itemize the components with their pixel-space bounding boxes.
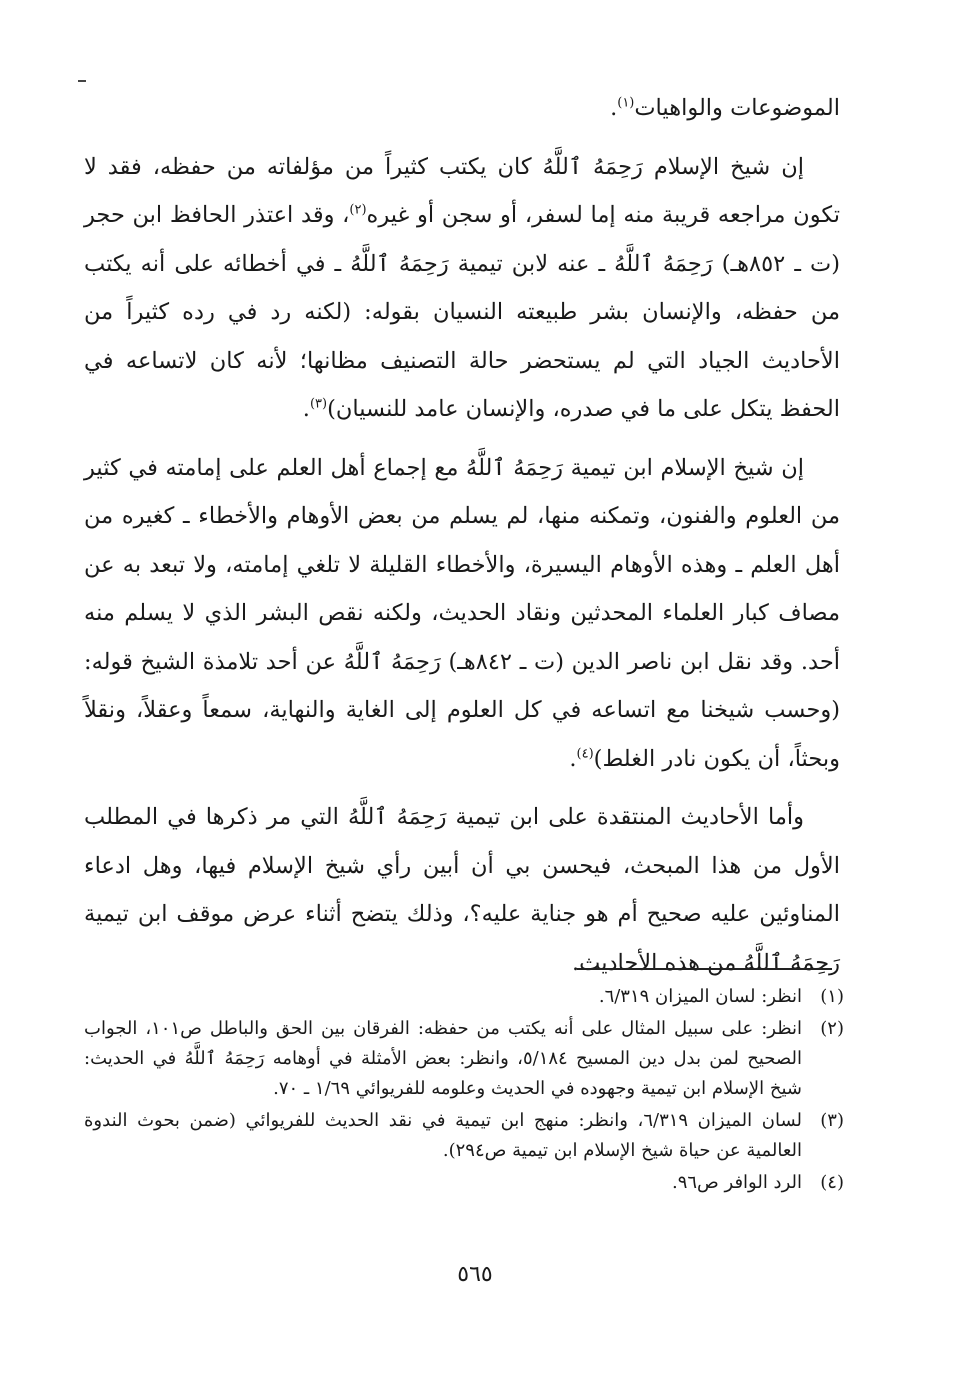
paragraph-3-end: . bbox=[569, 745, 577, 772]
footnote-separator bbox=[577, 968, 832, 970]
footnote-4 bbox=[84, 1168, 844, 1198]
paragraph-3-text: إن شيخ الإسلام ابن تيمية رَحِمَهُ ٱللَّهُ مع إجماع أهل العلم على إمامته في كثير من العلوم والفنون، وتمكنه منها، لم يسلم من بعض الأوهام والأخطاء ـ كغيره من أهل العلم ـ وهذه الأوهام اليسيرة، والأخطاء القليلة لا تلغي إمامته، ولا تبعد به عن مصاف كبار العلماء المحدثين ونقاد الحديث، ولكنه نقص البشر الذي لا يسلم منه أحد. وقد نقل ابن ناصر الدين (ت ـ ٨٤٢هـ) رَحِمَهُ ٱللَّهُ عن أحد تلامذة الشيخ قوله: (وحسب شيخنا مع اتساعه في كل العلوم إلى الغاية والنهاية، سمعاً وعقلاً، ونقلاً وبحثاً، أن يكون نادر الغلط) bbox=[84, 454, 840, 772]
page-number: ٥٦٥ bbox=[457, 1262, 493, 1287]
footnote-text: الرد الوافر ص٩٦. bbox=[671, 1172, 802, 1193]
paragraph-3 bbox=[84, 444, 840, 784]
paragraph-1-text: الموضوعات والواهيات bbox=[634, 95, 840, 121]
footnote-text: انظر: لسان الميزان ٦/٣١٩. bbox=[598, 986, 802, 1007]
footnote-text: لسان الميزان ٦/٣١٩، وانظر: منهج ابن تيمية في نقد الحديث للفريوائي (ضمن بحوث الندوة العالمية عن حياة شيخ الإسلام ابن تيمية ص٢٩٤). bbox=[84, 1110, 802, 1161]
footnote-3 bbox=[84, 1106, 844, 1166]
footnote-number: (٤) bbox=[820, 1172, 844, 1193]
paragraph-1-end: . bbox=[610, 95, 618, 121]
corner-mark bbox=[78, 80, 86, 82]
footnote-text: انظر: على سبيل المثال على أنه يكتب من حفظه: الفرقان بين الحق والباطل ص١٠١، الجواب الصحيح لمن بدل دين المسيح ٥/١٨٤، وانظر: بعض الأمثلة في أوهامه رَحِمَهُ ٱللَّهُ في الحديث: شيخ الإسلام ابن تيمية وجهوده في الحديث وعلومه للفريوائي ١/٦٩ ـ ٧٠. bbox=[84, 1018, 803, 1099]
footnote-ref-3[interactable]: (٣) bbox=[309, 396, 328, 412]
footnote-2 bbox=[84, 1014, 844, 1104]
footnote-ref-2[interactable]: (٢) bbox=[349, 202, 367, 218]
footnote-ref-4[interactable]: (٤) bbox=[576, 746, 594, 761]
footnote-1 bbox=[84, 982, 844, 1012]
paragraph-2-text-b: ، وقد اعتذر الحافظ ابن حجر (ت ـ ٨٥٢هـ) رَحِمَهُ ٱللَّهُ ـ عنه لابن تيمية رَحِمَهُ ٱللَّهُ ـ في أخطائه على أنه يكتب من حفظه، والإنسان بشر طبيعته النسيان بقوله: (لكنه رد في رده كثيراً من الأحاديث الجياد التي لم يستحضر حالة التصنيف مظانها؛ لأنه كان لاتساعه في الحفظ يتكل على ما في صدره، والإنسان عامد للنسيان) bbox=[84, 202, 841, 422]
footnote-ref-1[interactable]: (١) bbox=[617, 95, 635, 111]
main-text bbox=[84, 84, 840, 987]
footnote-number: (١) bbox=[820, 986, 844, 1007]
footnotes bbox=[84, 982, 844, 1200]
paragraph-1 bbox=[84, 84, 840, 133]
footnote-number: (٢) bbox=[820, 1018, 844, 1039]
paragraph-2-end: . bbox=[302, 396, 310, 422]
paragraph-4 bbox=[84, 793, 840, 987]
paragraph-2-text-a: إن شيخ الإسلام رَحِمَهُ ٱللَّهُ كان يكتب كثيراً من مؤلفاته من حفظه، فقد لا تكون مراجعه قريبة منه إما لسفر، أو سجن أو غيره bbox=[84, 153, 841, 228]
footnote-number: (٣) bbox=[820, 1110, 844, 1131]
paragraph-2 bbox=[84, 143, 840, 434]
paragraph-4-text: وأما الأحاديث المنتقدة على ابن تيمية رَحِمَهُ ٱللَّهُ التي مر ذكرها في المطلب الأول من هذا المبحث، فيحسن بي أن أبين رأي شيخ الإسلام فيها، وهل ادعاء المناوئين عليه صحيح أم هو جناية عليه؟، وذلك يتضح أثناء عرض موقف ابن تيمية رَحِمَهُ ٱللَّهُ من هذه الأحاديث. bbox=[84, 804, 840, 976]
